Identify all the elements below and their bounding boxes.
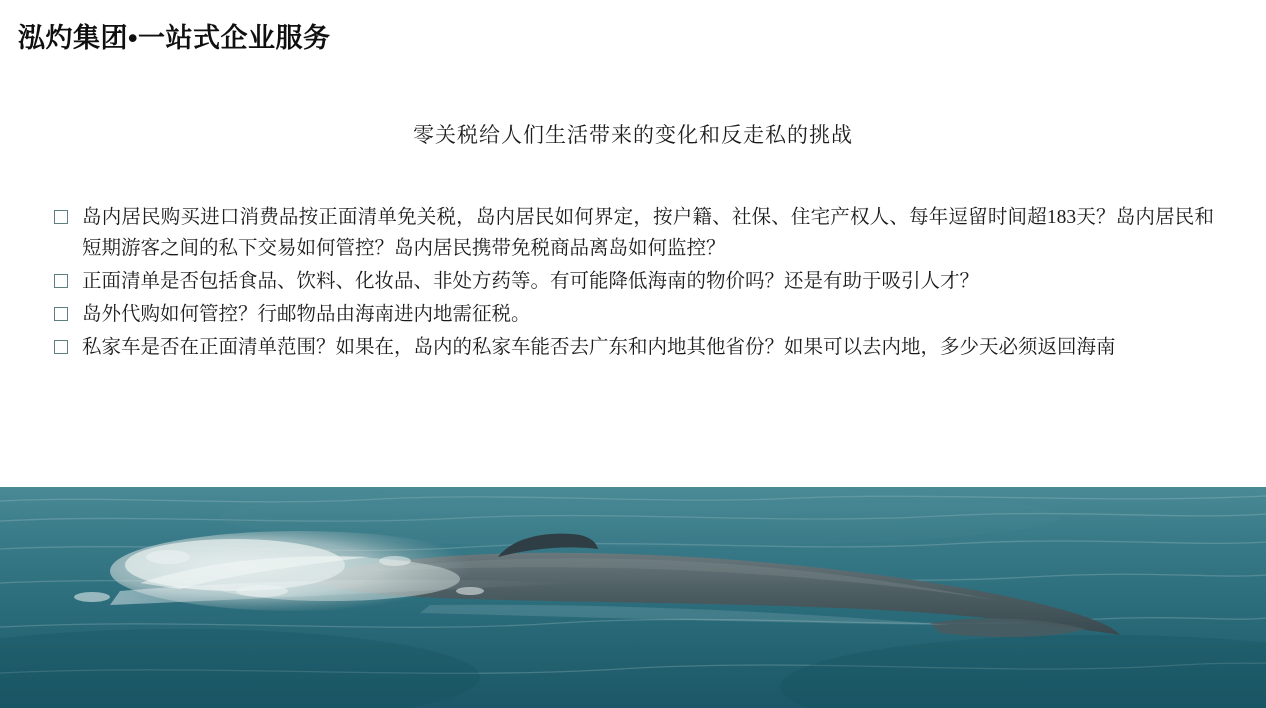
company-brand-header: 泓灼集团•一站式企业服务 — [18, 23, 331, 53]
list-item-text: 岛外代购如何管控？行邮物品由海南进内地需征税。 — [82, 304, 531, 325]
list-item — [54, 202, 1214, 264]
list-item-text: 正面清单是否包括食品、饮料、化妆品、非处方药等。有可能降低海南的物价吗？还是有助于吸引人才？ — [82, 271, 980, 292]
list-item-text: 岛内居民购买进口消费品按正面清单免关税，岛内居民如何界定，按户籍、社保、住宅产权人、每年逗留时间超183天？岛内居民和短期游客之间的私下交易如何管控？岛内居民携带免税商品离岛如何监控？ — [82, 207, 1214, 259]
bullet-list — [54, 202, 1214, 365]
whale-photo-graphic — [0, 487, 1266, 708]
checkbox-square-icon — [54, 274, 68, 288]
list-item — [54, 299, 1214, 330]
checkbox-square-icon — [54, 307, 68, 321]
list-item-text: 私家车是否在正面清单范围？如果在，岛内的私家车能否去广东和内地其他省份？如果可以去内地，多少天必须返回海南 — [82, 337, 1116, 358]
whale-photo — [0, 487, 1266, 708]
list-item — [54, 332, 1214, 363]
slide-title: 零关税给人们生活带来的变化和反走私的挑战 — [413, 123, 853, 147]
checkbox-square-icon — [54, 340, 68, 354]
checkbox-square-icon — [54, 210, 68, 224]
list-item — [54, 266, 1214, 297]
